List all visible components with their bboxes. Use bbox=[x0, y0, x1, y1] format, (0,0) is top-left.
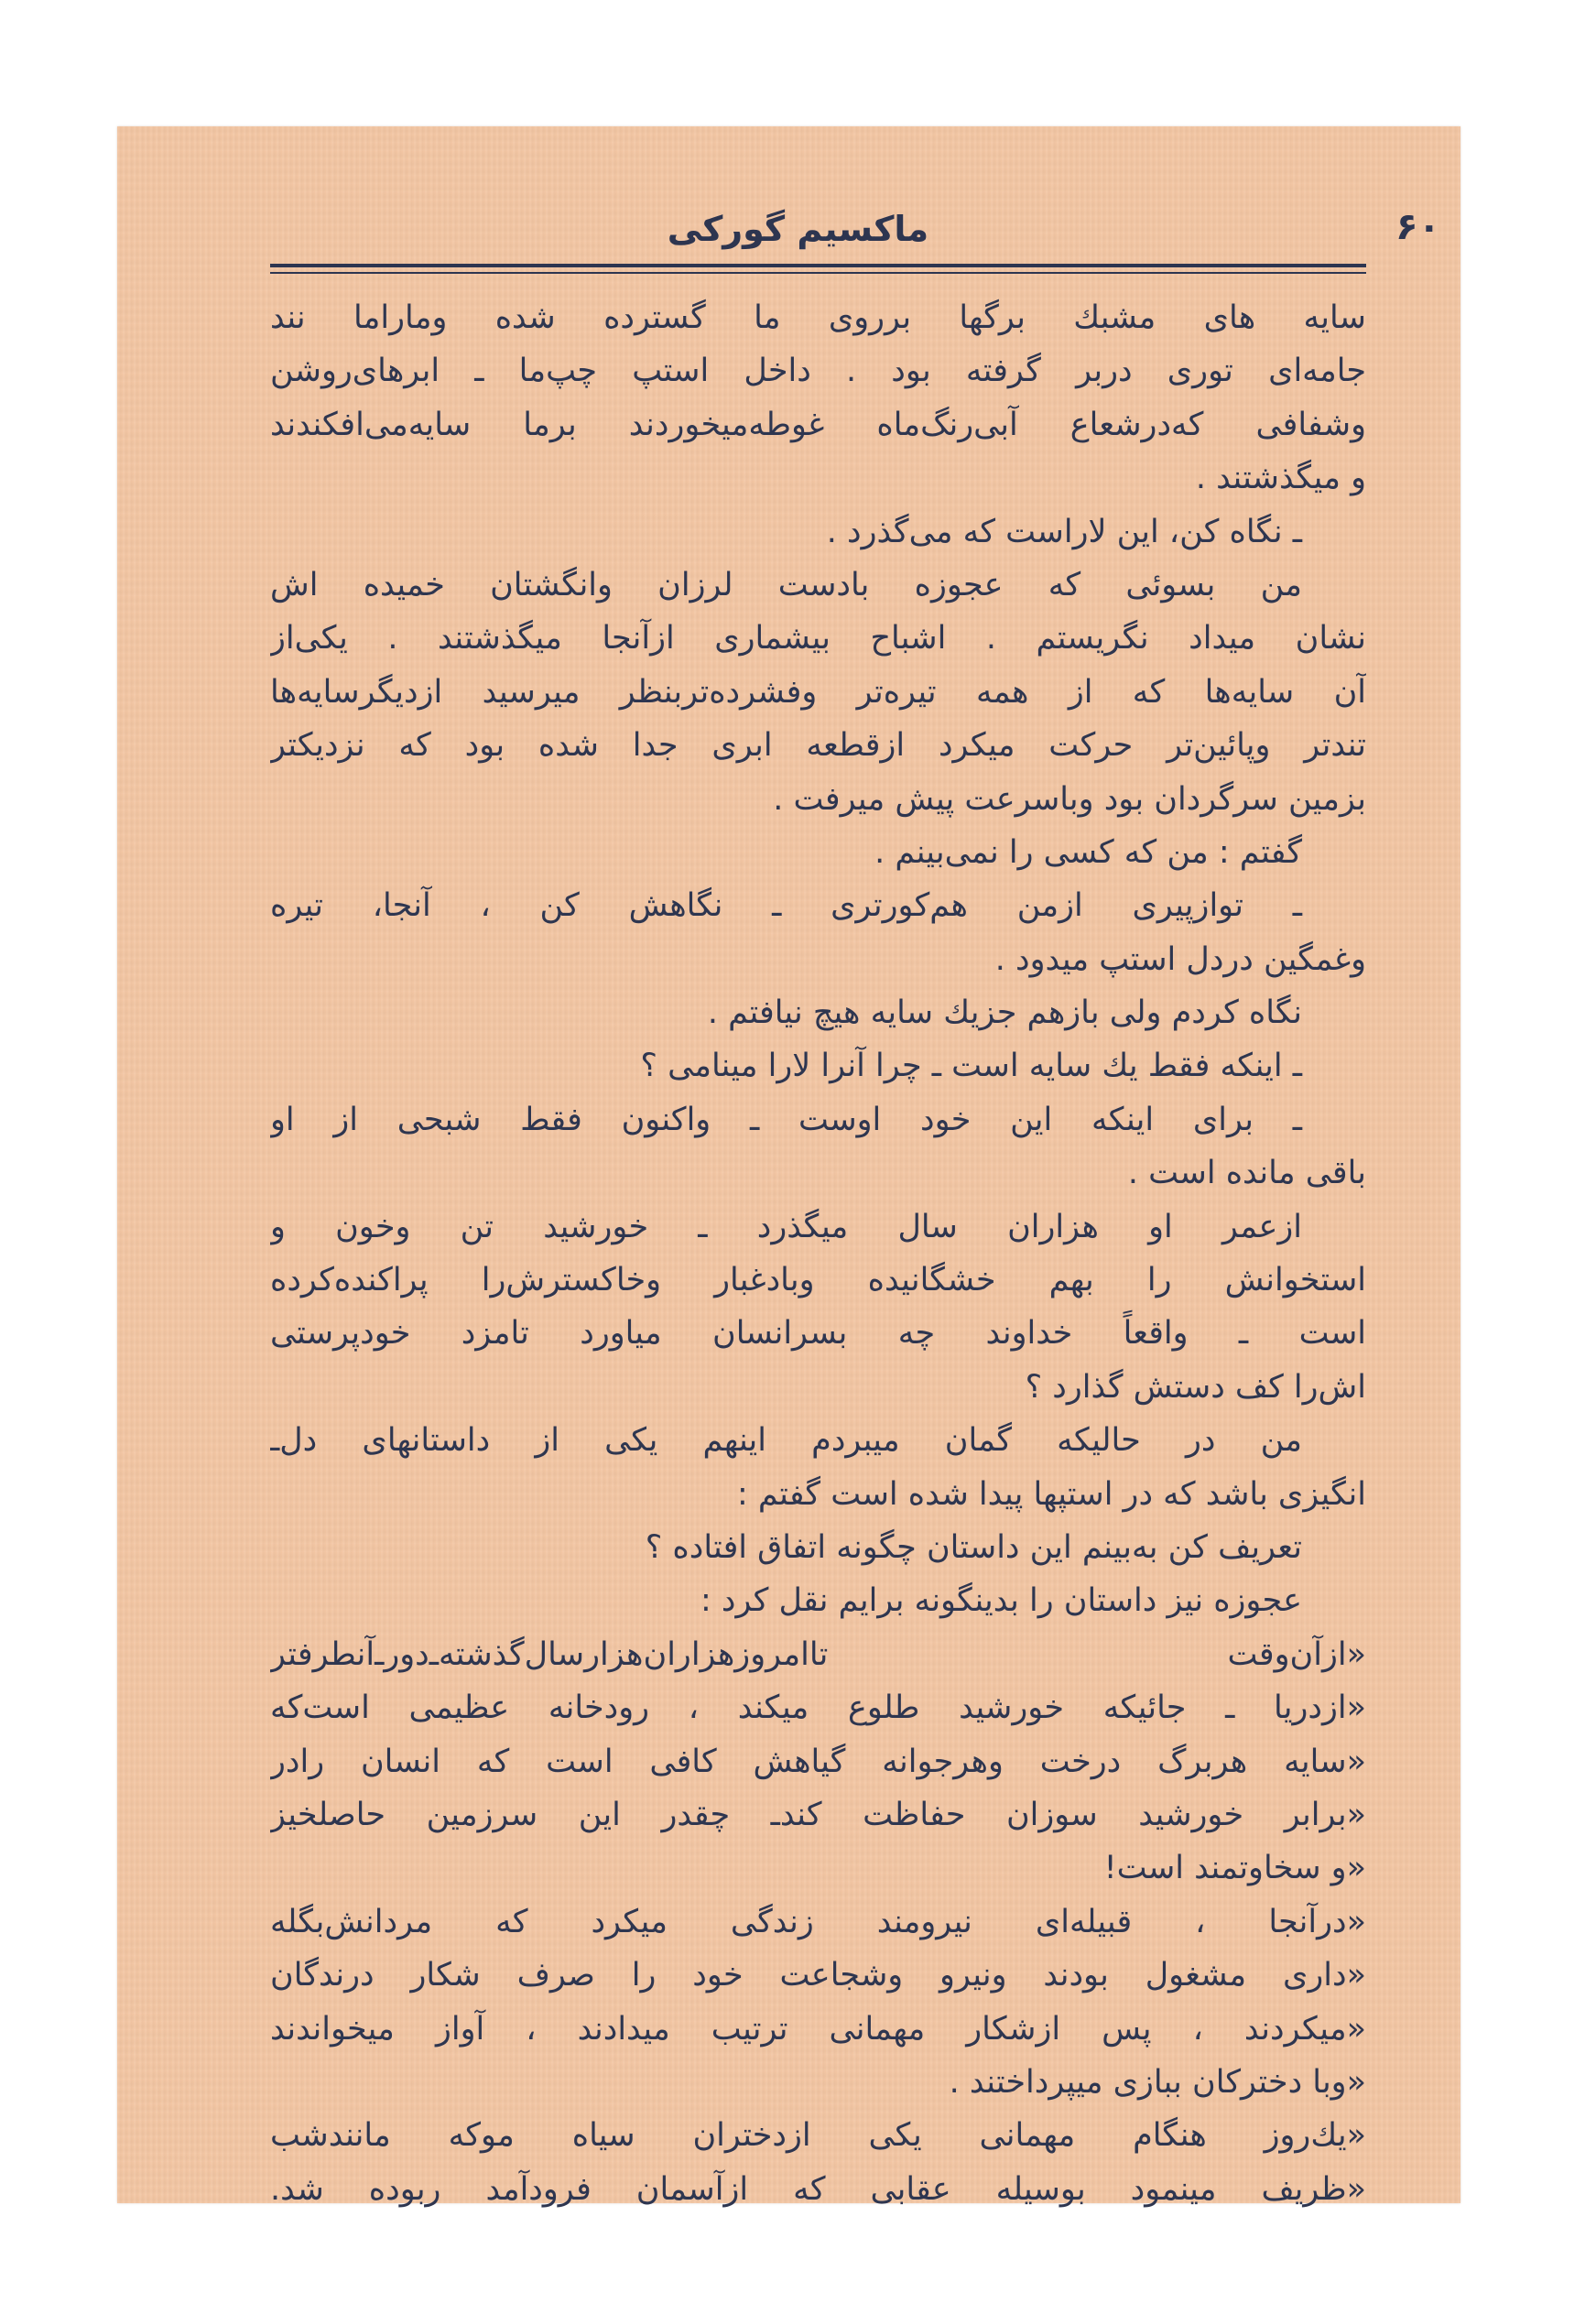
text-line: «ازآن‌وقت تاامروزهزاران‌هزارسال‌گذشته‌ـ‌دور‌ـ‌آنطرفتر bbox=[270, 1635, 1366, 1673]
page-number: ۶۰ bbox=[1395, 206, 1440, 248]
text-line: من در حالیکه گمان میبردم اینهم یکی از داستانهای دل‌ـ bbox=[270, 1422, 1302, 1460]
text-line: انگیزی باشد که در استپها پیدا شده است گفتم : bbox=[736, 1475, 1366, 1513]
text-line: بزمین سرگردان بود وباسرعت پیش میرفت . bbox=[773, 780, 1366, 818]
text-line: وغمگین دردل استپ میدود . bbox=[994, 940, 1366, 978]
text-line: گفتم : من که کسی را نمی‌بینم . bbox=[874, 833, 1302, 871]
text-line: نگاه کردم ولی بازهم جزیك سایه هیچ نیافتم . bbox=[707, 994, 1302, 1032]
text-line: باقی مانده است . bbox=[1127, 1155, 1366, 1192]
text-line: «وبا دخترکان ببازی میپرداختند . bbox=[949, 2063, 1366, 2101]
text-line: من بسوئی که عجوزه بادست لرزان وانگشتان خمیده اش bbox=[270, 566, 1302, 603]
text-line: آن سایه‌ها که از همه تیره‌تر وفشرده‌تربنظر میرسید ازدیگرسایه‌ها bbox=[270, 673, 1366, 711]
text-line: «یك‌روز هنگام مهمانی یکی ازدختران سیاه موکه مانندشب bbox=[270, 2117, 1366, 2155]
text-line: نشان میداد نگریستم . اشباح بیشماری ازآنجا میگذشتند . یکی‌از bbox=[270, 620, 1366, 657]
text-line: «میکردند ، پس ازشکار مهمانی ترتیب میدادند ، آواز میخواندند bbox=[270, 2010, 1366, 2048]
text-line: وشفافی که‌درشعاع آبی‌رنگ‌ماه غوطه‌میخوردند برما سایه‌می‌افکندند bbox=[270, 406, 1366, 443]
text-line: عجوزه نیز داستان را بدینگونه برایم نقل کرد : bbox=[700, 1582, 1302, 1620]
text-line: استخوانش را بهم خشگانیده وبادغبار وخاکسترش‌را پراکنده‌کرده bbox=[270, 1262, 1366, 1299]
running-title: ماکسیم گورکی bbox=[667, 209, 929, 249]
header-rule-thin bbox=[270, 272, 1366, 274]
text-line: اش‌را کف دستش گذارد ؟ bbox=[1025, 1368, 1366, 1406]
text-line: ـ برای اینکه این خود اوست ـ واکنون فقط شبحی از او bbox=[270, 1101, 1302, 1138]
text-line: «ظریف مینمود بوسیله عقابی که ازآسمان فرودآمد ربوده شد. bbox=[270, 2170, 1366, 2208]
text-line: تعریف کن به‌بینم این داستان چگونه اتفاق افتاده ؟ bbox=[645, 1528, 1302, 1566]
text-line: «و سخاوتمند است! bbox=[1103, 1850, 1366, 1887]
text-line: تندتر وپائین‌تر حرکت میکرد ازقطعه ابری جدا شده بود که نزدیکتر bbox=[270, 727, 1366, 765]
text-line: ازعمر او هزاران سال میگذرد ـ خورشید تن وخون و bbox=[270, 1208, 1302, 1245]
text-line: جامه‌ای توری دربر گرفته بود . داخل استپ چپ‌ما ـ ابرهای‌روشن bbox=[270, 353, 1366, 390]
text-line: «سایه هربرگ درخت وهرجوانه گیاهش کافی است که انسان رادر bbox=[270, 1743, 1366, 1780]
header-rule-thick bbox=[270, 264, 1366, 267]
text-line: «داری مشغول بودند ونیرو وشجاعت خود را صرف شکار درندگان bbox=[270, 1957, 1366, 1994]
text-line: «ازدریا ـ جائیکه خورشید طلوع میکند ، رودخانه عظیمی است‌که bbox=[270, 1689, 1366, 1727]
text-line: است ـ واقعاً خداوند چه بسرانسان میاورد تامزد خودپرستی bbox=[270, 1315, 1366, 1352]
text-line: سایه های مشبك برگها برروی ما گسترده شده وماراما نند bbox=[270, 299, 1366, 336]
body-text bbox=[270, 291, 1366, 2216]
page-header bbox=[156, 201, 1440, 256]
text-line: «برابر خورشید سوزان حفاظت کند‌ـ چقدر این سرزمین حاصلخیز bbox=[270, 1796, 1366, 1833]
text-line: ـ توازپیری ازمن هم‌کورتری ـ نگاهش کن ، آنجا، تیره bbox=[270, 887, 1302, 925]
text-line: ـ نگاه کن، این لاراست که می‌گذرد . bbox=[826, 513, 1302, 550]
text-line: «درآنجا ، قبیله‌ای نیرومند زندگی میکرد که مردانش‌بگله bbox=[270, 1903, 1366, 1940]
text-line: و میگذشتند . bbox=[1195, 460, 1366, 497]
text-line: ـ اینکه فقط یك سایه است ـ چرا آنرا لارا مینامی ؟ bbox=[640, 1048, 1302, 1085]
